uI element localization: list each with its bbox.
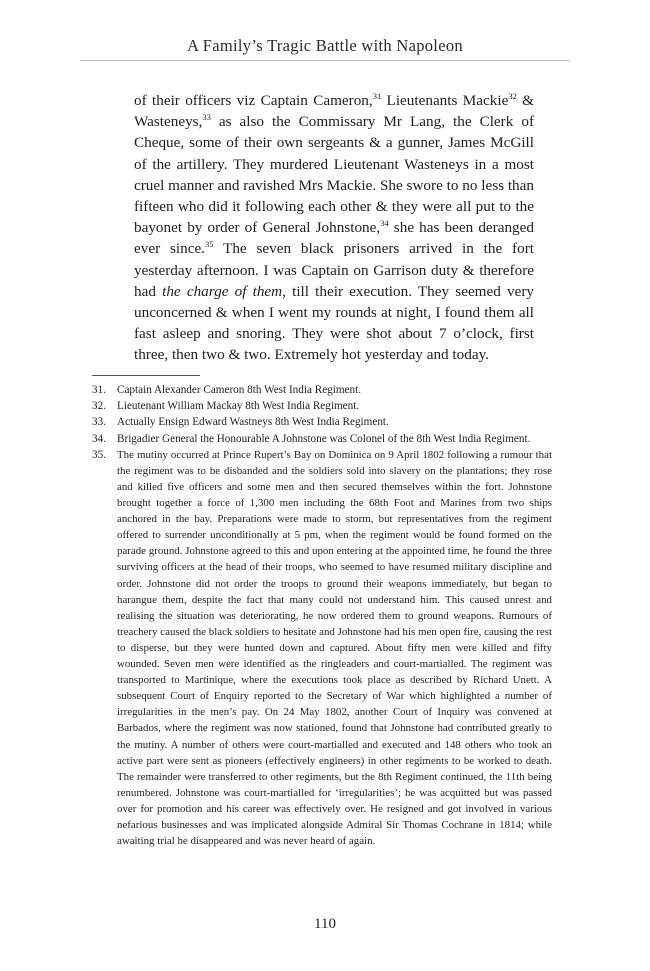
footnote-text: The mutiny occurred at Prince Rupert’s Bay on Dominica on 9 April 1802 following a rumour that the regiment was to be disbanded and the soldiers sold into slavery on the plantations; they rose and killed five officers and some men and then secured themselves within the fort. Johnstone brought together a force of 1,300 men including the 68th Foot and Marines from two ships anchored in the bay. Preparations were made to storm, but representatives from the regiment offered to surrender unconditionally at 5 pm, when the regiment would be found formed on the parade ground. Johnstone agreed to this and upon entering at the appointed time, he found the three surviving officers at the head of their troops, who seemed to have resumed military discipline and order. Johnstone did not order the troops to ground their weapons immediately, but began to harangue them, despite the fact that many could not understand him. This caused unrest and realising the situation was deteriorating, he now ordered them to ground weapons. Rumours of treachery caused the black soldiers to hesitate and Johnstone had his men open fire, causing the rest to disperse, but they were hunted down and captured. About fifty men were killed and fifty wounded. Seven men were identified as the ringleaders and court-martialled. The regiment was transported to Martinique, where the executions took place as described by Richard Unett. A subsequent Court of Enquiry reported to the Secretary of War which highlighted a number of irregularities in the men’s pay. On 24 May 1802, another Court of Inquiry was convened at Barbados, where the regiment was now stationed, found that Johnstone had contributed greatly to the mutiny. A number of others were court-martialled and executed and 148 others who took an active part were sent as pioneers (effectively engineers) in other regiments to be worked to death. The remainder were transferred to other regiments, but the 8th Regiment continued, the 11th being renumbered. Johnstone was court-martialled for ‘irregularities’; he was acquitted but was passed over for promotion and his career was effectively over. He resigned and got involved in various nefarious businesses and was implicated alongside Admiral Sir Thomas Cochrane in 1814; while awaiting trial he disappeared and was never heard of again. xyxy=(117,448,552,848)
footnote-32 xyxy=(92,398,552,414)
footnote-number: 35. xyxy=(92,448,106,461)
footnote-ref-34[interactable]: 34 xyxy=(380,218,389,229)
body-text-segment: as also the Commissary Mr Lang, the Clerk of Cheque, some of their own sergeants & a gunner, James McGill of the artillery. They murdered Lieutenant Wasteneys in a most cruel manner and ravished Mrs Mackie. She swore to no less than fifteen who did it following each other & they were all put to the bayonet by order of General Johnstone, xyxy=(134,113,534,237)
body-text-segment: she has been deranged ever since. xyxy=(134,219,534,258)
footnote-divider xyxy=(92,375,200,376)
body-paragraph xyxy=(134,90,534,366)
footnote-number: 31. xyxy=(92,384,106,396)
body-text-segment: , till their execution. They seemed very unconcerned & when I went my rounds at night, I found them all fast asleep and snoring. They were shot about 7 o’clock, first three, then two & two. Extremely hot yesterday and today. xyxy=(134,282,534,364)
italic-phrase: the charge of them xyxy=(162,282,283,300)
footnote-text: Brigadier General the Honourable A Johnstone was Colonel of the 8th West India Regiment. xyxy=(117,432,531,445)
body-text-segment: of their officers viz Captain Cameron, xyxy=(134,92,373,109)
footnote-33 xyxy=(92,414,552,430)
footnote-ref-35[interactable]: 35 xyxy=(204,239,214,250)
footnote-35 xyxy=(92,447,552,849)
header-divider xyxy=(80,60,570,61)
footnote-text: Captain Alexander Cameron 8th West India Regiment. xyxy=(117,384,362,396)
footnote-number: 34. xyxy=(92,432,106,445)
running-header: A Family’s Tragic Battle with Napoleon xyxy=(187,36,463,55)
footnote-31 xyxy=(92,382,552,398)
footnote-text: Actually Ensign Edward Wastneys 8th West India Regiment. xyxy=(117,416,389,429)
footnote-ref-31[interactable]: 31 xyxy=(372,90,382,101)
page-number: 110 xyxy=(314,916,336,932)
footnote-number: 33. xyxy=(92,416,106,429)
footnotes-list xyxy=(92,382,552,849)
body-text-segment: & Wasteneys, xyxy=(134,92,534,131)
footnote-ref-32[interactable]: 32 xyxy=(508,90,517,101)
footnote-ref-33[interactable]: 33 xyxy=(202,112,211,123)
body-text-segment: The seven black prisoners arrived in the fort yesterday afternoon. I was Captain on Garrison duty & therefore had xyxy=(134,240,534,300)
footnote-text: Lieutenant William Mackay 8th West India Regiment. xyxy=(117,400,360,413)
body-text-segment: Lieutenants Mackie xyxy=(381,92,509,109)
footnote-number: 32. xyxy=(92,400,106,413)
footnote-34 xyxy=(92,431,552,447)
